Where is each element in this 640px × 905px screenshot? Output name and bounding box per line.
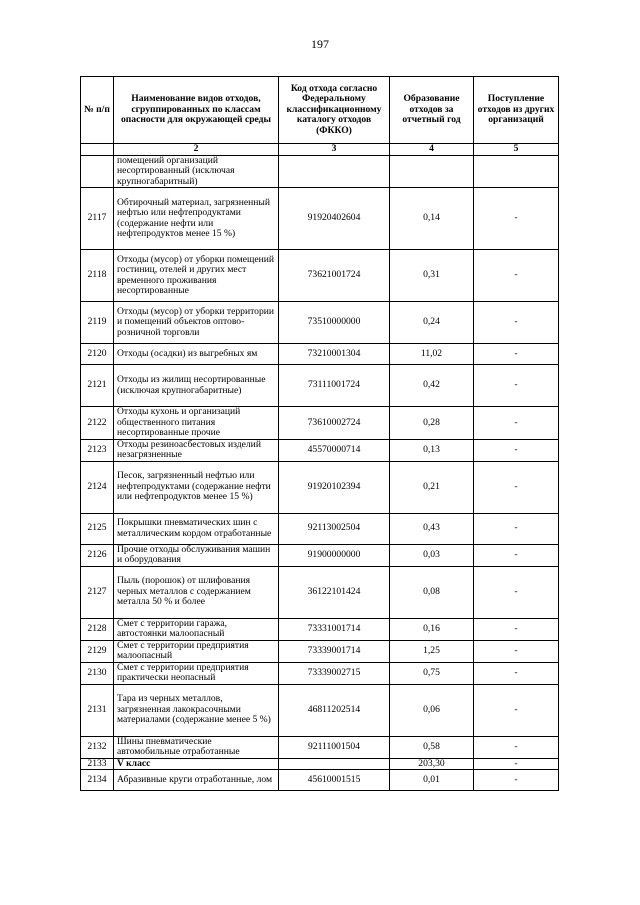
- waste-received: -: [474, 250, 559, 302]
- column-number: 2: [114, 144, 279, 156]
- waste-amount: 203,30: [390, 758, 474, 770]
- waste-name: Отходы (мусор) от уборки помещений гостиниц, отелей и других мест временного проживания несортированные: [114, 250, 279, 302]
- waste-code: 73331001714: [279, 618, 390, 640]
- row-number: 2129: [81, 640, 114, 662]
- table-row: [81, 640, 559, 662]
- waste-code: 92111001504: [279, 736, 390, 758]
- waste-code: [279, 155, 390, 188]
- table-row: [81, 302, 559, 344]
- table-row: [81, 407, 559, 440]
- waste-amount: [390, 155, 474, 188]
- row-number: 2125: [81, 513, 114, 544]
- row-number: 2117: [81, 188, 114, 250]
- waste-amount: 0,13: [390, 439, 474, 461]
- waste-name: Смет с территории гаража, автостоянки малоопасный: [114, 618, 279, 640]
- table-body: [81, 155, 559, 791]
- table-row: [81, 684, 559, 736]
- waste-received: -: [474, 770, 559, 791]
- table-row: [81, 250, 559, 302]
- column-number: 3: [279, 144, 390, 156]
- row-number: 2131: [81, 684, 114, 736]
- waste-amount: 0,31: [390, 250, 474, 302]
- waste-name: Шины пневматические автомобильные отработанные: [114, 736, 279, 758]
- header-code: Код отхода согласно Федеральному классификационному каталогу отходов (ФККО): [279, 77, 390, 144]
- waste-code: 73510000000: [279, 302, 390, 344]
- page-number: 197: [311, 37, 329, 51]
- table-row: [81, 439, 559, 461]
- waste-amount: 0,24: [390, 302, 474, 344]
- waste-name: V класс: [114, 758, 279, 770]
- waste-name: Отходы (мусор) от уборки территории и помещений объектов оптово-розничной торговли: [114, 302, 279, 344]
- waste-name: Отходы (осадки) из выгребных ям: [114, 344, 279, 365]
- table-row: [81, 736, 559, 758]
- waste-received: -: [474, 513, 559, 544]
- waste-amount: 1,25: [390, 640, 474, 662]
- waste-received: -: [474, 439, 559, 461]
- waste-table: [80, 76, 559, 791]
- waste-amount: 0,58: [390, 736, 474, 758]
- waste-name: Отходы из жилищ несортированные (исключая крупногабаритные): [114, 365, 279, 407]
- header-name: Наименование видов отходов, сгруппированных по классам опасности для окружающей среды: [114, 77, 279, 144]
- waste-received: -: [474, 736, 559, 758]
- table-row: [81, 155, 559, 188]
- waste-amount: 0,43: [390, 513, 474, 544]
- waste-amount: 0,01: [390, 770, 474, 791]
- column-number: 5: [474, 144, 559, 156]
- waste-code: 73610002724: [279, 407, 390, 440]
- waste-received: -: [474, 461, 559, 513]
- row-number: 2123: [81, 439, 114, 461]
- table-row: [81, 618, 559, 640]
- table-row: [81, 365, 559, 407]
- waste-received: -: [474, 544, 559, 566]
- waste-code: 73621001724: [279, 250, 390, 302]
- waste-name: Обтирочный материал, загрязненный нефтью или нефтепродуктами (содержание нефти или нефтепродуктов менее 15 %): [114, 188, 279, 250]
- table-row: [81, 770, 559, 791]
- row-number: 2122: [81, 407, 114, 440]
- row-number: 2126: [81, 544, 114, 566]
- waste-name: Смет с территории предприятия малоопасный: [114, 640, 279, 662]
- row-number: 2133: [81, 758, 114, 770]
- waste-received: -: [474, 640, 559, 662]
- row-number: 2124: [81, 461, 114, 513]
- column-numbers-row: [81, 144, 559, 156]
- waste-code: 45610001515: [279, 770, 390, 791]
- waste-name: Пыль (порошок) от шлифования черных металлов с содержанием металла 50 % и более: [114, 566, 279, 618]
- waste-received: -: [474, 758, 559, 770]
- table-row: [81, 544, 559, 566]
- row-number: 2121: [81, 365, 114, 407]
- waste-name: Отходы резиноасбестовых изделий незагрязненные: [114, 439, 279, 461]
- waste-received: -: [474, 344, 559, 365]
- waste-name: Смет с территории предприятия практически неопасный: [114, 662, 279, 684]
- waste-received: -: [474, 407, 559, 440]
- waste-amount: 11,02: [390, 344, 474, 365]
- table-row: [81, 461, 559, 513]
- row-number: 2128: [81, 618, 114, 640]
- table-row: [81, 513, 559, 544]
- header-row: [81, 77, 559, 144]
- row-number: 2118: [81, 250, 114, 302]
- row-number: 2119: [81, 302, 114, 344]
- waste-name: Покрышки пневматических шин с металлическим кордом отработанные: [114, 513, 279, 544]
- header-received: Поступление отходов из других организаций: [474, 77, 559, 144]
- column-number: 4: [390, 144, 474, 156]
- waste-code: 73339001714: [279, 640, 390, 662]
- waste-code: 73111001724: [279, 365, 390, 407]
- table-row: [81, 188, 559, 250]
- waste-code: 36122101424: [279, 566, 390, 618]
- row-number: 2134: [81, 770, 114, 791]
- row-number: [81, 155, 114, 188]
- waste-code: 91920402604: [279, 188, 390, 250]
- waste-amount: 0,75: [390, 662, 474, 684]
- waste-received: -: [474, 302, 559, 344]
- waste-code: [279, 758, 390, 770]
- waste-name: Абразивные круги отработанные, лом: [114, 770, 279, 791]
- waste-name: Отходы кухонь и организаций общественного питания несортированные прочие: [114, 407, 279, 440]
- waste-received: -: [474, 618, 559, 640]
- table-row: [81, 662, 559, 684]
- header-num: № п/п: [81, 77, 114, 144]
- row-number: 2130: [81, 662, 114, 684]
- waste-received: -: [474, 566, 559, 618]
- waste-name: Прочие отходы обслуживания машин и оборудования: [114, 544, 279, 566]
- table-row: [81, 344, 559, 365]
- waste-amount: 0,03: [390, 544, 474, 566]
- waste-amount: 0,21: [390, 461, 474, 513]
- waste-code: 73210001304: [279, 344, 390, 365]
- waste-name: Тара из черных металлов, загрязненная лакокрасочными материалами (содержание менее 5 %): [114, 684, 279, 736]
- waste-received: -: [474, 188, 559, 250]
- waste-received: -: [474, 365, 559, 407]
- waste-code: 92113002504: [279, 513, 390, 544]
- table-row: [81, 758, 559, 770]
- waste-amount: 0,16: [390, 618, 474, 640]
- waste-amount: 0,14: [390, 188, 474, 250]
- waste-amount: 0,28: [390, 407, 474, 440]
- waste-code: 91900000000: [279, 544, 390, 566]
- waste-received: -: [474, 662, 559, 684]
- waste-amount: 0,06: [390, 684, 474, 736]
- header-amount: Образование отходов за отчетный год: [390, 77, 474, 144]
- waste-name: Песок, загрязненный нефтью или нефтепродуктами (содержание нефти или нефтепродуктов менее 15 %): [114, 461, 279, 513]
- waste-code: 91920102394: [279, 461, 390, 513]
- waste-code: 73339002715: [279, 662, 390, 684]
- waste-code: 45570000714: [279, 439, 390, 461]
- waste-name: помещений организаций несортированный (исключая крупногабаритный): [114, 155, 279, 188]
- row-number: 2120: [81, 344, 114, 365]
- column-number: [81, 144, 114, 156]
- waste-code: 46811202514: [279, 684, 390, 736]
- waste-received: [474, 155, 559, 188]
- row-number: 2132: [81, 736, 114, 758]
- table-row: [81, 566, 559, 618]
- row-number: 2127: [81, 566, 114, 618]
- waste-amount: 0,08: [390, 566, 474, 618]
- waste-amount: 0,42: [390, 365, 474, 407]
- waste-received: -: [474, 684, 559, 736]
